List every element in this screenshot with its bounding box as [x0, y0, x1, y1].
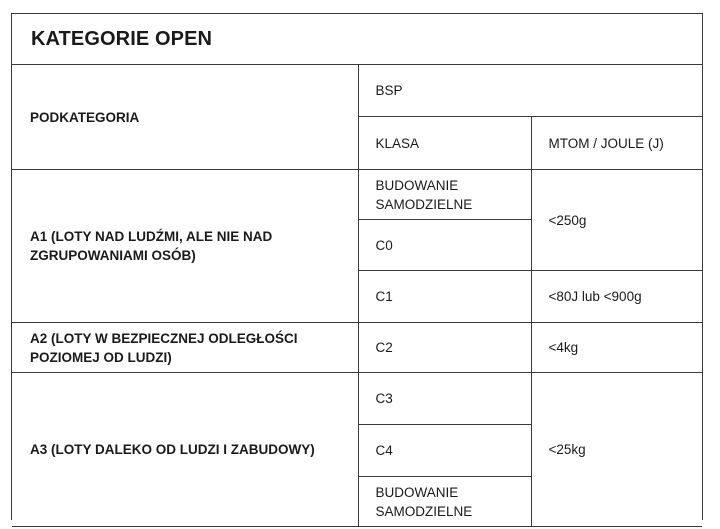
row-a3-class-2: C4: [358, 425, 531, 477]
table-row: [12, 65, 702, 117]
table-row: [12, 170, 702, 220]
row-a3-class-3: BUDOWANIE SAMODZIELNE: [358, 477, 531, 527]
row-a1-class-2: C0: [358, 220, 531, 271]
row-a3-limit-1: <25kg: [531, 373, 702, 527]
header-mtom: MTOM / JOULE (J): [531, 117, 702, 170]
table-title-bar: [12, 14, 702, 65]
header-bsp: BSP: [358, 65, 702, 117]
table-row: [12, 323, 702, 373]
row-a1-limit-2: <80J lub <900g: [531, 271, 702, 323]
row-a1-limit-1: <250g: [531, 170, 702, 271]
header-class: KLASA: [358, 117, 531, 170]
row-a3-label: A3 (LOTY DALEKO OD LUDZI I ZABUDOWY): [12, 373, 358, 527]
row-a2-limit-1: <4kg: [531, 323, 702, 373]
table-title: KATEGORIE OPEN: [31, 27, 213, 50]
table-row: [12, 373, 702, 425]
row-a2-class-1: C2: [358, 323, 531, 373]
categories-table: [12, 65, 702, 527]
row-a3-class-1: C3: [358, 373, 531, 425]
row-a1-class-1: BUDOWANIE SAMODZIELNE: [358, 170, 531, 220]
categories-table-frame: [11, 13, 703, 520]
header-subcategory: PODKATEGORIA: [12, 65, 358, 170]
row-a1-label: A1 (LOTY NAD LUDŹMI, ALE NIE NAD ZGRUPOWANIAMI OSÓB): [12, 170, 358, 323]
row-a2-label: A2 (LOTY W BEZPIECZNEJ ODLEGŁOŚCI POZIOMEJ OD LUDZI): [12, 323, 358, 373]
row-a1-class-3: C1: [358, 271, 531, 323]
